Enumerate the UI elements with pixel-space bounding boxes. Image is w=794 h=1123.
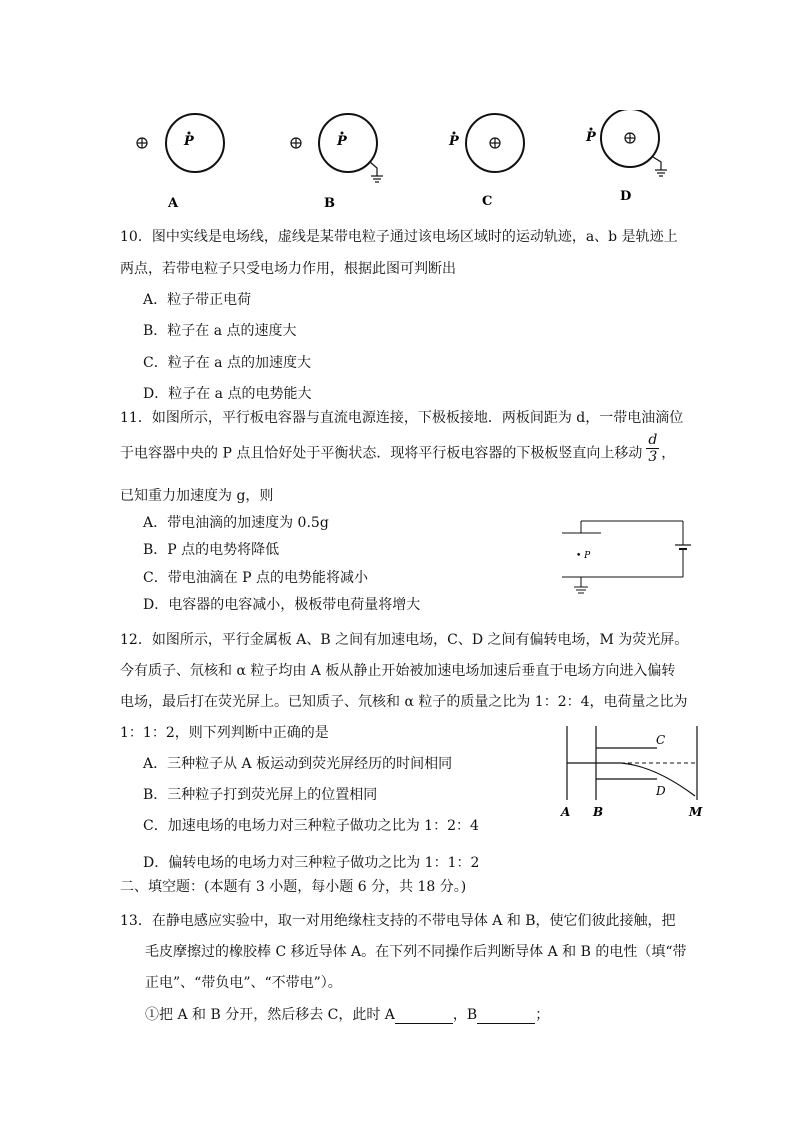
q13-item1: ①把 A 和 B 分开，然后移去 C，此时 A ，B ； [145, 1007, 550, 1023]
fig9-option-b [291, 114, 383, 211]
q11-capacitor-figure [555, 515, 695, 600]
q11-option-b: B．P 点的电势将降低 [143, 542, 280, 558]
fig9-p-label-c: P [449, 134, 459, 149]
q12-deflection-figure [555, 722, 705, 822]
q13-answer-blank-a[interactable] [395, 1009, 453, 1024]
q12-fig-label-c: C [656, 733, 666, 747]
q9-figure [120, 110, 700, 215]
q12-stem-line1: 12．如图所示，平行金属板 A、B 之间有加速电场，C、D 之间有偏转电场，M 为荧光屏。 [120, 632, 689, 648]
q10-option-b: B．粒子在 a 点的速度大 [143, 323, 297, 339]
q12-stem-line3: 电场，最后打在荧光屏上。已知质子、氘核和 α 粒子的质量之比为 1：2：4，电荷量之比为 [120, 694, 688, 710]
q10-option-a: A．粒子带正电荷 [143, 292, 252, 308]
q12-stem-line2: 今有质子、氘核和 α 粒子均由 A 板从静止开始被加速电场加速后垂直于电场方向进入偏转 [120, 663, 676, 679]
fig9-label-b: B [324, 196, 335, 211]
q10-stem-line2: 两点，若带电粒子只受电场力作用，根据此图可判断出 [120, 261, 456, 277]
q11-option-a: A．带电油滴的加速度为 0.5g [143, 515, 329, 531]
q13-answer-blank-b[interactable] [477, 1009, 535, 1024]
q11-option-d: D．电容器的电容减小，极板带电荷量将增大 [143, 597, 421, 613]
q12-fig-label-b: B [593, 805, 604, 819]
fig9-label-a: A [168, 196, 179, 211]
q10-stem-line1: 10．图中实线是电场线，虚线是某带电粒子通过该电场区域时的运动轨迹，a、b 是轨迹上 [120, 229, 678, 245]
q11-stem-line2: 于电容器中央的 P 点且恰好处于平衡状态．现将平行板电容器的下极板竖直向上移动 $\frac{d}{3}$ ， [120, 432, 676, 465]
q11-fraction: $\frac{d}{3}$ [648, 432, 658, 465]
q11-stem-line3: 已知重力加速度为 g，则 [120, 488, 274, 504]
q12-option-d: D．偏转电场的电场力对三种粒子做功之比为 1：1：2 [143, 855, 480, 871]
q12-fig-label-d: D [656, 784, 666, 798]
q13-stem-line1: 13．在静电感应实验中，取一对用绝缘柱支持的不带电导体 A 和 B，使它们彼此接触，把 [120, 913, 676, 929]
section-heading-fill-blank: 二、填空题：(本题有 3 小题，每小题 6 分，共 18 分。) [120, 879, 467, 895]
q12-fig-label-a: A [561, 805, 571, 819]
q12-fig-label-m: M [689, 805, 703, 819]
q10-option-c: C．粒子在 a 点的加速度大 [143, 355, 311, 371]
q12-option-c: C．加速电场的电场力对三种粒子做功之比为 1：2：4 [143, 818, 479, 834]
q11-stem-line2-text: 于电容器中央的 P 点且恰好处于平衡状态．现将平行板电容器的下极板竖直向上移动 [120, 445, 643, 462]
q12-stem-line4: 1：1：2，则下列判断中正确的是 [120, 725, 329, 741]
fig9-p-label-a: P [184, 134, 194, 149]
fig9-p-label-b: P [337, 134, 347, 149]
fig9-option-d [585, 110, 667, 204]
q13-stem-line3: 正电”、“带负电”、“不带电”）。 [145, 975, 342, 991]
fig9-label-d: D [620, 189, 632, 204]
q12-option-a: A．三种粒子从 A 板运动到荧光屏经历的时间相同 [143, 756, 453, 772]
q13-stem-line2: 毛皮摩擦过的橡胶棒 C 移近导体 A。在下列不同操作后判断导体 A 和 B 的电性（填“带 [145, 944, 687, 960]
q11-fig-p-label: • P [576, 551, 591, 561]
q11-option-c: C．带电油滴在 P 点的电势能将减小 [143, 570, 369, 586]
fig9-option-c [448, 114, 524, 209]
q10-option-d: D．粒子在 a 点的电势能大 [143, 386, 312, 402]
q12-option-b: B．三种粒子打到荧光屏上的位置相同 [143, 787, 378, 803]
fig9-p-label-d: P [586, 130, 596, 145]
q11-stem-line1: 11．如图所示，平行板电容器与直流电源连接，下极板接地．两板间距为 d，一带电油滴位 [120, 410, 684, 426]
fig9-option-a [137, 114, 224, 211]
fig9-label-c: C [482, 194, 493, 209]
